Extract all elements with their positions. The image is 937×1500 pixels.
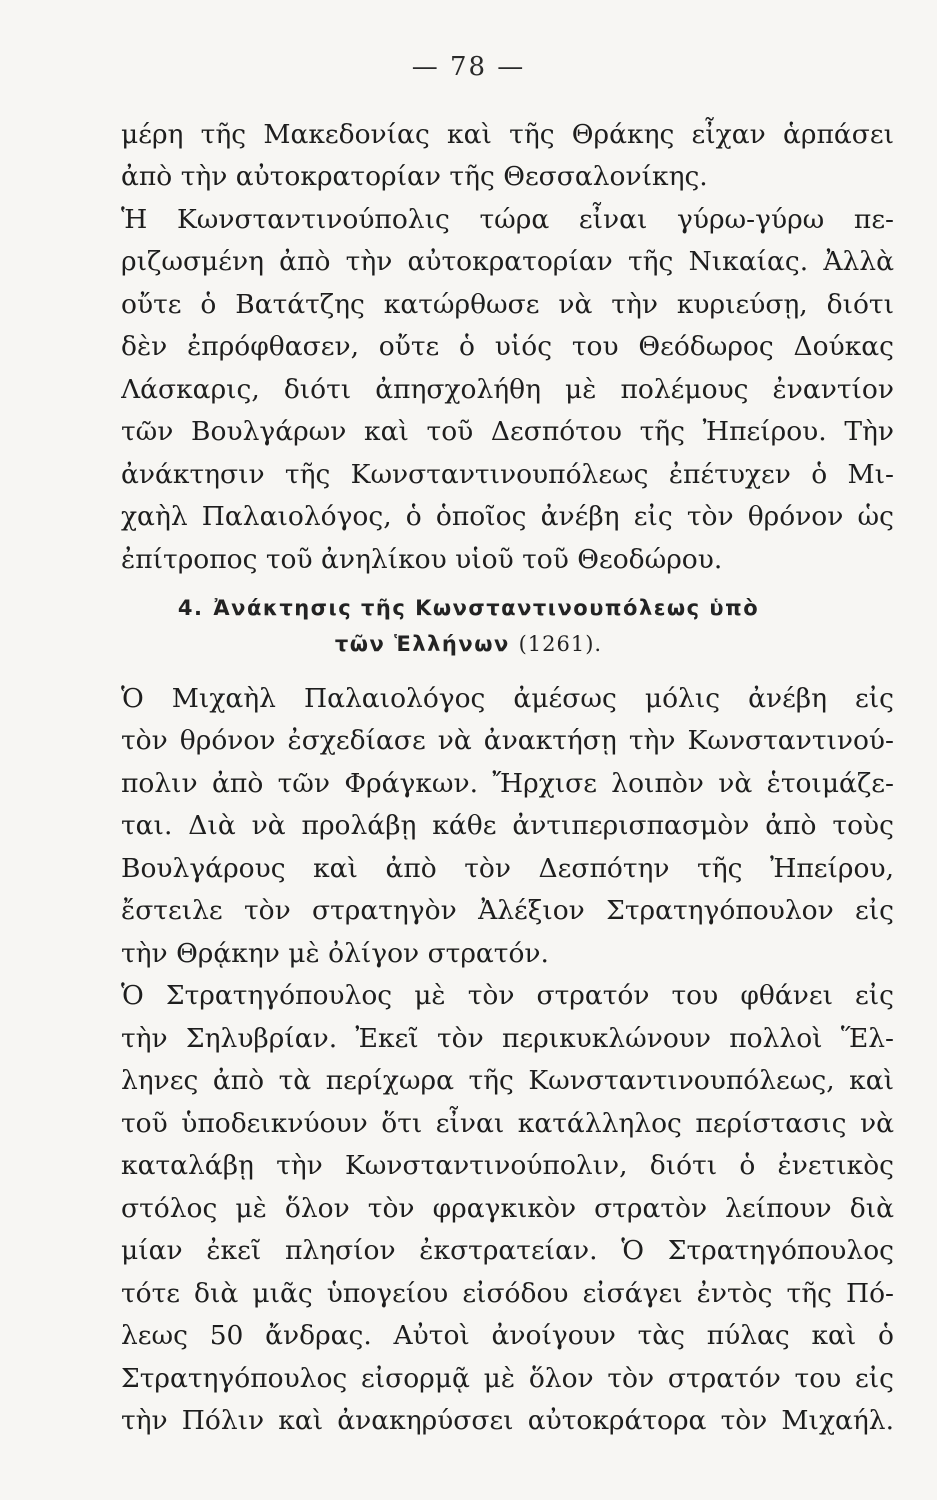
text-line: ἔστειλε τὸν στρατηγὸν Ἀλέξιον Στρατηγόπουλον εἰς (121, 895, 894, 926)
text-line: Ἡ Κωνσταντινούπολις τώρα εἶναι γύρω-γύρω πε- (121, 204, 894, 235)
text-line: πολιν ἀπὸ τῶν Φράγκων. Ἤρχισε λοιπὸν νὰ ἑτοιμάζε- (121, 768, 894, 799)
text-line: καταλάβῃ τὴν Κωνσταντινούπολιν, διότι ὁ ἐνετικὸς (121, 1150, 894, 1181)
section-number: 4. (177, 596, 204, 620)
text-line: στόλος μὲ ὅλον τὸν φραγκικὸν στρατὸν λείπουν διὰ (121, 1193, 894, 1224)
text-line: χαὴλ Παλαιολόγος, ὁ ὁποῖος ἀνέβη εἰς τὸν θρόνον ὡς (121, 501, 894, 532)
text-line: Ὁ Στρατηγόπουλος μὲ τὸν στρατόν του φθάνει εἰς (121, 980, 894, 1011)
text-line: δὲν ἐπρόφθασεν, οὔτε ὁ υἱός του Θεόδωρος Δούκας (121, 331, 894, 362)
text-line: Λάσκαρις, διότι ἀπησχολήθη μὲ πολέμους ἐναντίον (121, 374, 894, 405)
section-title-line-1: Ἀνάκτησις τῆς Κωνσταντινουπόλεως ὑπὸ (213, 596, 760, 620)
text-line: Βουλγάρους καὶ ἀπὸ τὸν Δεσπότην τῆς Ἠπείρου, (121, 853, 894, 884)
text-line: τὸν θρόνον ἐσχεδίασε νὰ ἀνακτήσῃ τὴν Κωνσταντινού- (121, 725, 894, 756)
text-line: ἀπὸ τὴν αὐτοκρατορίαν τῆς Θεσσαλονίκης. (121, 161, 708, 192)
section-heading-continued (0, 624, 937, 664)
text-line: τὴν Σηλυβρίαν. Ἐκεῖ τὸν περικυκλώνουν πολλοὶ Ἕλ- (121, 1023, 894, 1054)
text-line: τὴν Θρᾴκην μὲ ὀλίγον στρατόν. (121, 938, 549, 969)
text-line: οὔτε ὁ Βατάτζης κατώρθωσε νὰ τὴν κυριεύσῃ, διότι (121, 289, 894, 320)
text-line: ἐπίτροπος τοῦ ἀνηλίκου υἱοῦ τοῦ Θεοδώρου. (121, 544, 723, 575)
text-line: Ὁ Μιχαὴλ Παλαιολόγος ἀμέσως μόλις ἀνέβη εἰς (121, 683, 894, 714)
text-line: μίαν ἐκεῖ πλησίον ἐκστρατείαν. Ὁ Στρατηγόπουλος (121, 1235, 894, 1266)
section-year: (1261). (518, 632, 603, 656)
text-line: Στρατηγόπουλος εἰσορμᾷ μὲ ὅλον τὸν στρατόν του εἰς (121, 1363, 894, 1394)
text-line: τότε διὰ μιᾶς ὑπογείου εἰσόδου εἰσάγει ἐντὸς τῆς Πό- (121, 1278, 894, 1309)
section-heading (0, 588, 937, 628)
text-line: ἀνάκτησιν τῆς Κωνσταντινουπόλεως ἐπέτυχεν ὁ Μι- (121, 459, 894, 490)
text-line: ληνες ἀπὸ τὰ περίχωρα τῆς Κωνσταντινουπόλεως, καὶ (121, 1065, 894, 1096)
text-line: τὴν Πόλιν καὶ ἀνακηρύσσει αὐτοκράτορα τὸν Μιχαήλ. (121, 1405, 894, 1436)
text-line: ριζωσμένη ἀπὸ τὴν αὐτοκρατορίαν τῆς Νικαίας. Ἀλλὰ (121, 246, 894, 277)
text-line: τῶν Βουλγάρων καὶ τοῦ Δεσπότου τῆς Ἠπείρου. Τὴν (121, 416, 894, 447)
text-line: λεως 50 ἄνδρας. Αὐτοὶ ἀνοίγουν τὰς πύλας καὶ ὁ (121, 1320, 894, 1351)
page-number: — 78 — (411, 52, 526, 82)
text-line: μέρη τῆς Μακεδονίας καὶ τῆς Θράκης εἶχαν ἁρπάσει (121, 119, 894, 150)
text-line: τοῦ ὑποδεικνύουν ὅτι εἶναι κατάλληλος περίστασις νὰ (121, 1108, 894, 1139)
section-title-line-2: τῶν Ἑλλήνων (334, 632, 510, 656)
text-line: ται. Διὰ νὰ προλάβῃ κάθε ἀντιπερισπασμὸν ἀπὸ τοὺς (121, 810, 894, 841)
